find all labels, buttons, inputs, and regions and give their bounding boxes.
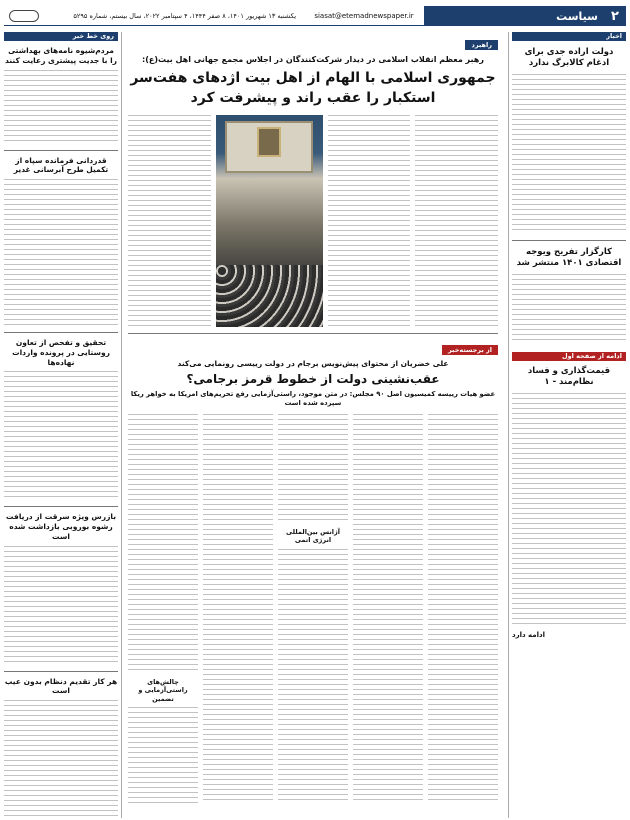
subhead: آژانس بین‌المللی انرژی اتمی <box>286 527 340 545</box>
headline: جمهوری اسلامی با الهام از اهل بیت اژدهای هفت‌سر <box>130 70 496 87</box>
main-tag: راهبرد <box>465 40 498 50</box>
sub-tag: از برجسته‌خبر <box>442 345 498 355</box>
story-title: هر کار تقدیم دنظام بدون عیب است <box>4 676 118 696</box>
main-story <box>128 32 498 818</box>
sub-body-row <box>128 414 498 804</box>
story-title: قیمت‌گذاری و فساد نظام‌مند - ۱ <box>527 366 611 388</box>
left-news-column <box>4 32 122 818</box>
meeting-photo <box>216 115 323 327</box>
column-text <box>278 549 348 804</box>
subhead: چالش‌های راستی‌آزمایی و تضمین <box>138 677 188 703</box>
article-column <box>278 414 348 804</box>
article-column <box>353 414 423 804</box>
portrait-frame <box>257 127 281 157</box>
story-body <box>4 371 118 501</box>
section-title: سیاست <box>424 6 604 26</box>
sub-kicker: علی خضریان از محتوای پیش‌نویس برجام در دولت رییسی رونمایی می‌کند <box>177 358 449 368</box>
logo-mark-icon <box>9 10 39 22</box>
sub-tag-row <box>128 337 498 356</box>
divider <box>4 671 118 672</box>
story-body <box>4 70 118 145</box>
divider <box>4 150 118 151</box>
page-header <box>4 6 626 26</box>
divider <box>4 332 118 333</box>
story-title: مردم‌شیوه نامه‌های بهداشتی را با جدیت پیشتری رعایت کنند <box>4 46 117 65</box>
crowd <box>216 265 323 327</box>
divider <box>128 333 498 334</box>
continued-tag: ادامه از صفحه اول <box>512 352 626 361</box>
article-column <box>428 414 498 804</box>
article-column <box>415 115 498 327</box>
story-body <box>512 74 626 234</box>
divider <box>4 506 118 507</box>
story-body <box>4 546 118 666</box>
article-column <box>128 414 198 804</box>
story-body <box>4 700 118 818</box>
headline: استکبار را عقب راند و پیشرفت کرد <box>190 89 436 106</box>
column-text <box>278 414 348 524</box>
page-number: ۲ <box>604 6 626 26</box>
author-byline: ادامه دارد <box>512 631 546 640</box>
section-email: siasat@etemadnewspaper.ir <box>304 6 424 26</box>
main-tag-row <box>128 32 498 51</box>
news-tag: روی خط خبر <box>4 32 118 41</box>
kicker: رهبر معظم انقلاب اسلامی در دیدار شرکت‌کنندگان در اجلاس مجمع جهانی اهل بیت(ع): <box>142 55 484 64</box>
article-column <box>203 414 273 804</box>
right-news-column <box>508 32 626 818</box>
divider <box>512 240 626 241</box>
story-title: کارگزار تفریح ویوجه اقتصادی ۱۴۰۱ منتشر شد <box>516 247 622 269</box>
main-body-row <box>128 115 498 327</box>
story-title: دولت اراده جدی برای ادغام کالابرگ ندارد <box>524 47 614 69</box>
dateline: یکشنبه ۱۳ شهریور ۱۴۰۱، ۸ صفر ۱۴۴۴، ۴ سپتامبر ۲۰۲۲، سال بیستم، شماره ۵۲۹۵ <box>44 6 304 26</box>
news-tag: اخبار <box>512 32 626 41</box>
sub-headline: عقب‌نشینی دولت از خطوط قرمز برجامی؟ <box>186 371 440 386</box>
sub-deck: عضو هیات رییسه کمیسیون اصل ۹۰ مجلس: در متن موجود، راستی‌آزمایی رفع تحریم‌های امریکا به خواهر ریکا سپرده شده است <box>130 390 496 407</box>
article-column <box>328 115 411 327</box>
newspaper-logo <box>4 6 44 26</box>
story-title: تحقیق و تفحص از تعاون روستایی در پرونده واردات نهاده‌ها <box>12 338 110 367</box>
story-title: قدردانی فرمانده سپاه از تکمیل طرح آبرسانی غدیر <box>13 155 109 175</box>
story-body <box>512 274 626 344</box>
story-title: بازرس ویژه سرقت از دریافت رشوه بوروبی بازداشت شده است <box>5 512 117 541</box>
article-column <box>128 115 211 327</box>
story-body <box>4 179 118 327</box>
column-text <box>128 414 198 674</box>
column-text <box>128 707 198 804</box>
story-body <box>512 393 626 625</box>
